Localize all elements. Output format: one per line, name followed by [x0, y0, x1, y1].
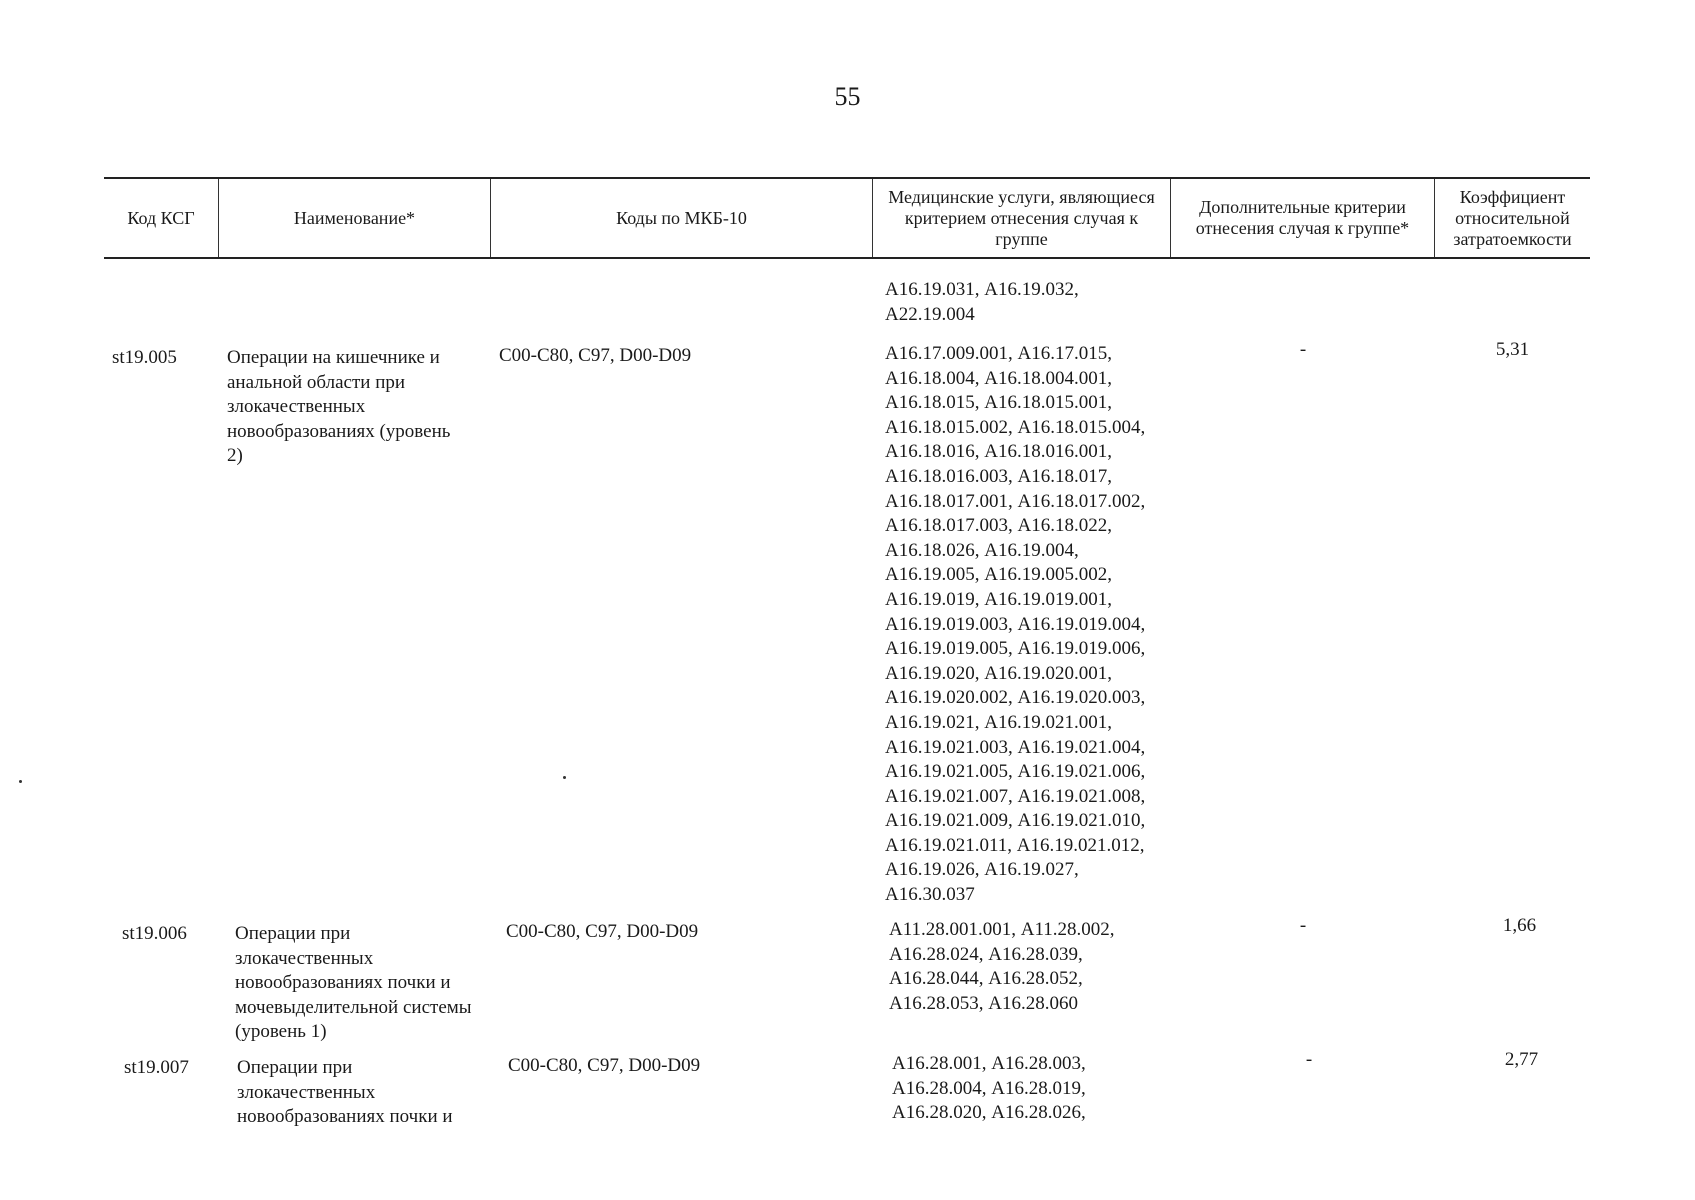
- row-1-additional: -: [1299, 339, 1307, 360]
- row-2-additional: -: [1299, 915, 1307, 936]
- row-1-icd: C00-C80, C97, D00-D09: [499, 345, 692, 366]
- row-2-name: Операции при злокачественных новообразованиях почки и мочевыделительной системы (уровень 1): [235, 923, 472, 1043]
- header-services: Медицинские услуги, являющиеся критерием отнесения случая к группе: [873, 179, 1171, 257]
- continuation-services: А16.19.031, А16.19.032, А22.19.004: [885, 279, 1079, 325]
- row-3-code: st19.007: [124, 1057, 189, 1078]
- row-3-additional: -: [1305, 1049, 1313, 1070]
- row-3-coefficient: 2,77: [1504, 1049, 1539, 1070]
- scan-speck: [563, 776, 566, 779]
- header-additional: Дополнительные критерии отнесения случая к группе*: [1171, 179, 1435, 257]
- row-1-code: st19.005: [112, 347, 177, 368]
- row-3-services: А16.28.001, А16.28.003, А16.28.004, А16.28.019, А16.28.020, А16.28.026,: [892, 1053, 1086, 1124]
- row-1-services: А16.17.009.001, А16.17.015, А16.18.004, А16.18.004.001, А16.18.015, А16.18.015.001, А16.18.015.002, А16.18.015.004, А16.18.016, А16.18.016.001, А16.18.016.003, А16.18.017, А16.18.017.001, А16.18.017.002, А16.18.017.003, А16.18.022, А16.18.026, А16.19.004, А16.19.005, А16.19.005.002, А16.19.019, А16.19.019.001, А16.19.019.003, А16.19.019.004, А16.19.019.005, А16.19.019.006, А16.19.020, А16.19.020.001, А16.19.020.002, А16.19.020.003, А16.19.021, А16.19.021.001, А16.19.021.003, А16.19.021.004, А16.19.021.005, А16.19.021.006, А16.19.021.007, А16.19.021.008, А16.19.021.009, А16.19.021.010, А16.19.021.011, А16.19.021.012, А16.19.026, А16.19.027, А16.30.037: [885, 343, 1146, 906]
- row-2-code: st19.006: [122, 923, 187, 944]
- header-name: Наименование*: [219, 179, 491, 257]
- row-1-name: Операции на кишечнике и анальной области при злокачественных новообразованиях (уровень 2): [227, 347, 451, 467]
- table-header: [104, 177, 1590, 259]
- header-icd: Коды по МКБ-10: [491, 179, 873, 257]
- row-1-coefficient: 5,31: [1495, 339, 1530, 360]
- header-coefficient: Коэффициент относительной затратоемкости: [1453, 186, 1572, 249]
- page-number: 55: [834, 82, 861, 111]
- scan-speck: [19, 780, 22, 783]
- row-2-coefficient: 1,66: [1502, 915, 1537, 936]
- header-code: Код КСГ: [104, 179, 219, 257]
- row-2-icd: C00-C80, C97, D00-D09: [506, 921, 699, 942]
- row-2-services: А11.28.001.001, А11.28.002, А16.28.024, А16.28.039, А16.28.044, А16.28.052, А16.28.053, А16.28.060: [889, 919, 1115, 1014]
- row-3-name: Операции при злокачественных новообразованиях почки и: [237, 1057, 453, 1128]
- row-3-icd: C00-C80, C97, D00-D09: [508, 1055, 701, 1076]
